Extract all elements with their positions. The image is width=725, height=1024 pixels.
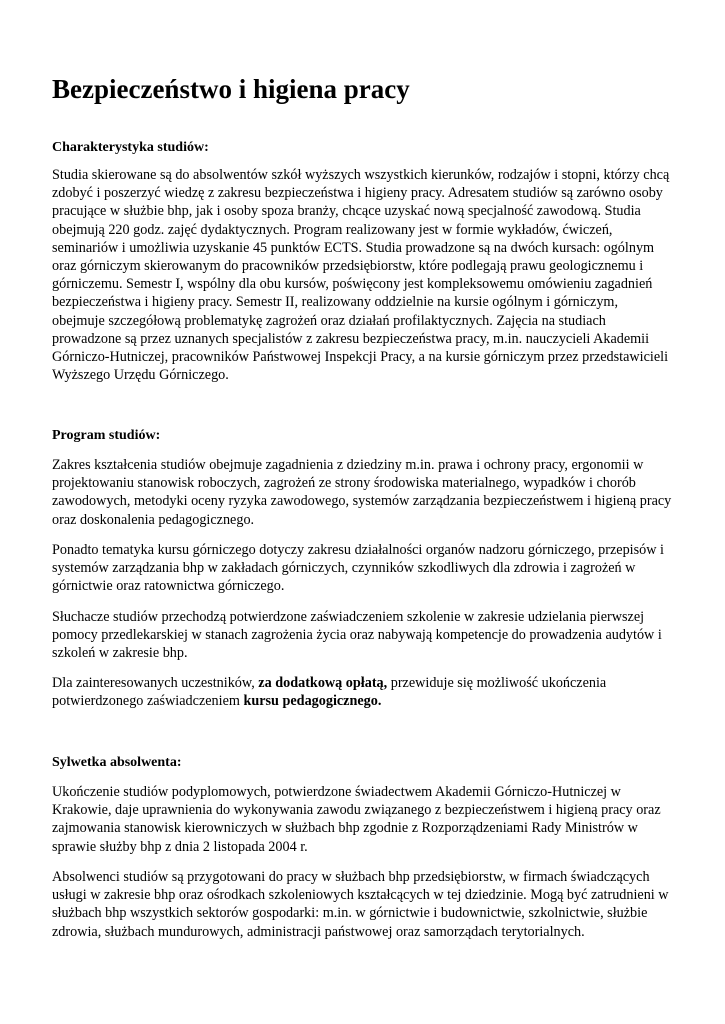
- graduate-paragraph-1: Ukończenie studiów podyplomowych, potwierdzone świadectwem Akademii Górniczo-Hutniczej w Krakowie, daje uprawnienia do wykonywania zawodu związanego z bezpieczeństwem i higieną pracy oraz zajmowania stanowisk kierowniczych w służbach bhp zgodnie z Rozporządzeniami Rady Ministrów w sprawie służby bhp z dnia 2 listopada 2004 r.: [52, 784, 661, 855]
- program-paragraph-3: Słuchacze studiów przechodzą potwierdzone zaświadczeniem szkolenie w zakresie udzielania pierwszej pomocy przedlekarskiej w stanach zagrożenia życia oraz nabywają kompetencje do prowadzenia audytów i szkoleń w zakresie bhp.: [52, 609, 662, 662]
- program-paragraph-2: Ponadto tematyka kursu górniczego dotyczy zakresu działalności organów nadzoru górniczego, przepisów i systemów zarządzania bhp w zakładach górniczych, czynników szkodliwych dla zdrowia i zagrożeń w górnictwie oraz ratownictwa górniczego.: [52, 542, 664, 595]
- note-text-1: Dla zainteresowanych uczestników,: [52, 675, 259, 691]
- note-text-2: przewiduje się możliwość ukończenia potwierdzonego zaświadczeniem: [52, 675, 607, 710]
- program-paragraph-1: Zakres kształcenia studiów obejmuje zagadnienia z dziedziny m.in. prawa i ochrony pracy, ergonomii w projektowaniu stanowisk roboczych, zagrożeń ze strony środowiska materialnego, wypadków i chorób zawodowych, metodyki oceny ryzyka zawodowego, systemów zarządzania bezpieczeństwem i higieną pracy oraz doskonalenia pedagogicznego.: [52, 457, 672, 528]
- note-bold-extra-fee: za dodatkową opłatą,: [258, 675, 388, 691]
- page-title: Bezpieczeństwo i higiena pracy: [52, 74, 410, 104]
- characteristics-paragraph: Studia skierowane są do absolwentów szkół wyższych wszystkich kierunków, rodzajów i stopni, którzy chcą zdobyć i poszerzyć wiedzę z zakresu bezpieczeństwa i higieny pracy. Adresatem studiów są zarówno osoby pracujące w służbie bhp, jak i osoby spoza branży, chcące uzyskać nową specjalność zawodową. Studia obejmują 220 godz. zajęć dydaktycznych. Program realizowany jest w formie wykładów, ćwiczeń, seminariów i umożliwia uzyskanie 45 punktów ECTS. Studia prowadzone są na dwóch kursach: ogólnym oraz górniczym skierowanym do pracowników przedsiębiorstw, które podlegają prawu geologicznemu i górniczemu. Semestr I, wspólny dla obu kursów, poświęcony jest kompleksowemu omówieniu zagadnień bezpieczeństwa i higieny pracy. Semestr II, realizowany oddzielnie na kursie ogólnym i górniczym, obejmuje szczegółową problematykę zagrożeń oraz działań profilaktycznych. Zajęcia na studiach prowadzone są przez uznanych specjalistów z zakresu bezpieczeństwa pracy, m.in. nauczycieli Akademii Górniczo-Hutniczej, pracowników Państwowej Inspekcji Pracy, a na kursie górniczym przez przedstawicieli Wyższego Urzędu Górniczego.: [52, 167, 670, 384]
- section-heading-program: Program studiów:: [52, 428, 161, 443]
- graduate-paragraph-2: Absolwenci studiów są przygotowani do pracy w służbach bhp przedsiębiorstw, w firmach świadczących usługi w zakresie bhp oraz ośrodkach szkoleniowych kształcących w tej dziedzinie. Mogą być zatrudnieni w służbach bhp wszystkich sektorów gospodarki: m.in. w górnictwie i budownictwie, szkolnictwie, służbie zdrowia, służbach mundurowych, administracji państwowej oraz samorządach terytorialnych.: [52, 869, 669, 940]
- section-heading-graduate-profile: Sylwetka absolwenta:: [52, 755, 182, 770]
- program-note-paragraph: [52, 674, 672, 710]
- note-bold-pedagogical-course: kursu pedagogicznego.: [243, 693, 382, 710]
- section-heading-characteristics: Charakterystyka studiów:: [52, 140, 209, 155]
